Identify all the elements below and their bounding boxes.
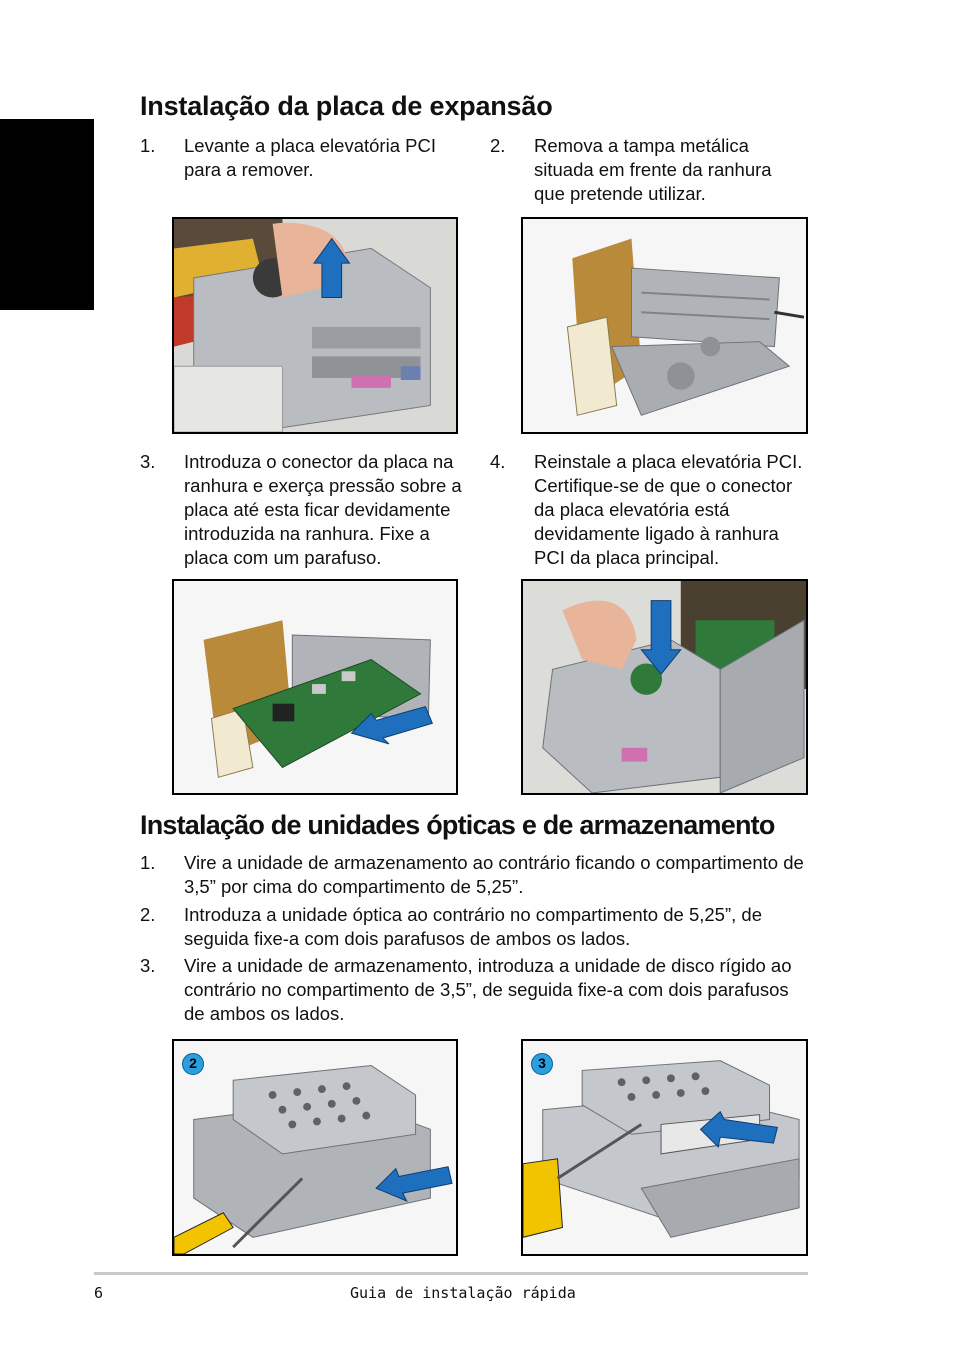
drive-step-1 (140, 851, 820, 901)
section-title-drive-installation: Instalação de unidades ópticas e de armazenamento (140, 810, 775, 840)
step-number: 3. (140, 451, 156, 472)
expansion-step-2 (490, 134, 810, 209)
expansion-step-3 (140, 450, 470, 575)
expansion-step-4 (490, 450, 810, 575)
expansion-step-1 (140, 134, 470, 184)
page-number: 6 (94, 1284, 104, 1302)
photo-optical-drive-install (172, 1039, 458, 1256)
photo-remove-metal-cover (521, 217, 808, 434)
step-text: Vire a unidade de armazenamento ao contrário ficando o compartimento de 3,5” por cima do compartimento de 5,25”. (184, 852, 804, 897)
figure-badge-3: 3 (531, 1053, 553, 1075)
step-text: Introduza o conector da placa na ranhura e exerça pressão sobre a placa até esta ficar devidamente introduzida na ranhura. Fixe a placa com um parafuso. (184, 451, 462, 568)
photo-hard-drive-install (521, 1039, 808, 1256)
figure-badge-2: 2 (182, 1053, 204, 1075)
footer-divider (94, 1272, 808, 1275)
drive-step-2 (140, 903, 820, 953)
language-side-tab (0, 119, 94, 310)
step-text: Reinstale a placa elevatória PCI. Certifique-se de que o conector da placa elevatória está devidamente ligado à ranhura PCI da placa principal. (534, 451, 803, 568)
footer-title: Guia de instalação rápida (350, 1284, 576, 1302)
step-text: Vire a unidade de armazenamento, introduza a unidade de disco rígido ao contrário no compartimento de 3,5”, de seguida fixe-a com dois parafusos de ambos os lados. (184, 955, 792, 1024)
step-number: 2. (140, 904, 156, 925)
step-text: Remova a tampa metálica situada em frente da ranhura que pretende utilizar. (534, 135, 772, 204)
photo-reinstall-riser (521, 579, 808, 795)
step-number: 3. (140, 955, 156, 976)
section-title-expansion-card: Instalação da placa de expansão (140, 91, 553, 121)
step-number: 2. (490, 135, 506, 156)
photo-insert-card (172, 579, 458, 795)
step-text: Levante a placa elevatória PCI para a remover. (184, 135, 436, 180)
step-number: 1. (140, 852, 156, 873)
step-text: Introduza a unidade óptica ao contrário no compartimento de 5,25”, de seguida fixe-a com dois parafusos de ambos os lados. (184, 904, 762, 949)
drive-step-3 (140, 954, 820, 1029)
step-number: 4. (490, 451, 506, 472)
step-number: 1. (140, 135, 156, 156)
photo-lift-riser-card (172, 217, 458, 434)
